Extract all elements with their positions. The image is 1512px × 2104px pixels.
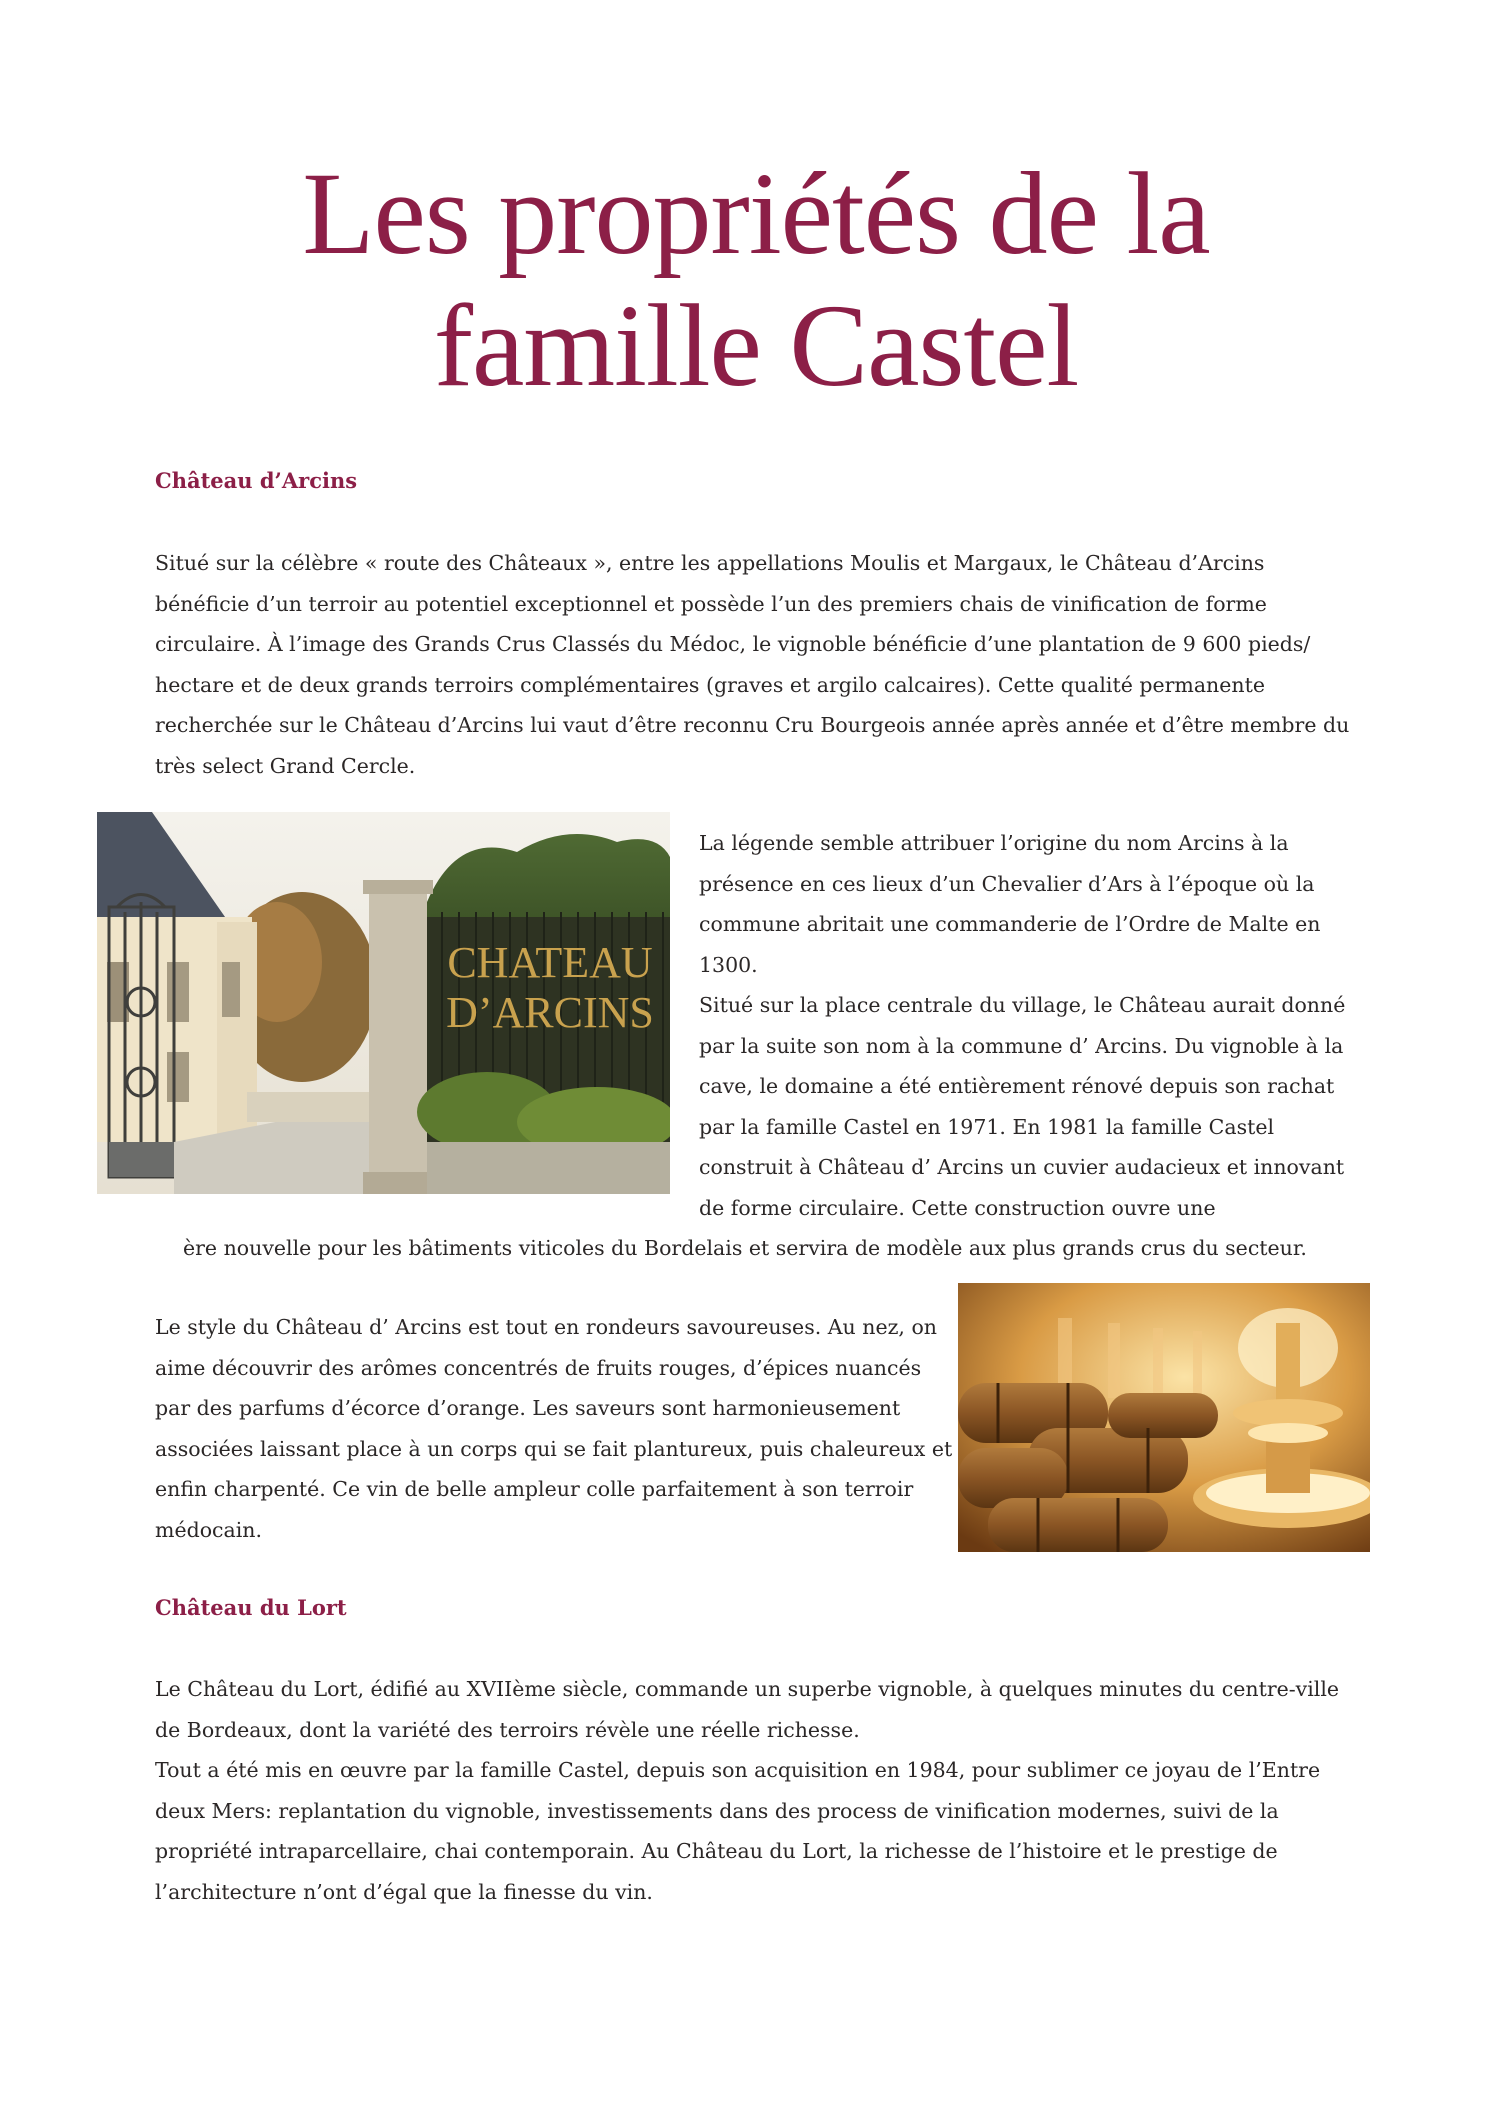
lort-paragraph-2: Tout a été mis en œuvre par la famille Castel, depuis son acquisition en 1984, pour sublimer ce joyau de l’Entre deux Mers: replantation du vignoble, investissements dans des process de vinification modernes, suivi de la propriété intraparcellaire, chai contemporain. Au Château du Lort, la richesse de l’histoire et le prestige de l’architecture n’ont d’égal que la finesse du vin. xyxy=(155,1758,1321,1904)
sign-text-line-2: D’ARCINS xyxy=(446,988,654,1037)
page-title-line-1: Les propriétés de la xyxy=(302,148,1210,279)
page-title xyxy=(0,148,1512,412)
arcins-style-paragraph: Le style du Château d’ Arcins est tout en rondeurs savoureuses. Au nez, on aime découvrir des arômes concentrés de fruits rouges, d’épices nuancés par des parfums d’écorce d’orange. Les saveurs sont harmonieusement associées laissant place à un corps qui se fait plantureux, puis chaleureux et enfin charpenté. Ce vin de belle ampleur colle parfaitement à son terroir médocain. xyxy=(155,1315,953,1542)
arcins-history-paragraph: Situé sur la place centrale du village, le Château aurait donné par la suite son nom à la commune d’ Arcins. Du vignoble à la cave, le domaine a été entièrement rénové depuis son rachat par la famille Castel en 1971. En 1981 la famille Castel construit à Château d’ Arcins un cuvier audacieux et innovant de forme circulaire. Cette construction ouvre une xyxy=(699,993,1346,1220)
arcins-legend-paragraph: La légende semble attribuer l’origine du nom Arcins à la présence en ces lieux d’un Chevalier d’Ars à l’époque où la commune abritait une commanderie de l’Ordre de Malte en 1300. xyxy=(699,831,1321,977)
section-heading-lort: Château du Lort xyxy=(155,1595,347,1620)
lort-paragraph-1: Le Château du Lort, édifié au XVIIème siècle, commande un superbe vignoble, à quelques minutes du centre-ville de Bordeaux, dont la variété des terroirs révèle une réelle richesse. xyxy=(155,1677,1340,1742)
wine-cellar-barrels-photo xyxy=(958,1283,1370,1552)
arcins-history-paragraph-end: ère nouvelle pour les bâtiments viticoles du Bordelais et servira de modèle aux plus grands crus du secteur. xyxy=(183,1236,1307,1260)
sign-text-line-1: CHATEAU xyxy=(447,938,653,987)
section-heading-arcins: Château d’Arcins xyxy=(155,468,358,493)
chateau-arcins-gate-photo xyxy=(97,812,670,1194)
page-title-line-2: famille Castel xyxy=(433,280,1079,411)
arcins-intro-paragraph: Situé sur la célèbre « route des Châteaux », entre les appellations Moulis et Margaux, le Château d’Arcins bénéficie d’un terroir au potentiel exceptionnel et possède l’un des premiers chais de vinification de forme circulaire. À l’image des Grands Crus Classés du Médoc, le vignoble bénéficie d’une plantation de 9 600 pieds/ hectare et de deux grands terroirs complémentaires (graves et argilo calcaires). Cette qualité permanente recherchée sur le Château d’Arcins lui vaut d’être reconnu Cru Bourgeois année après année et d’être membre du très select Grand Cercle. xyxy=(155,551,1350,778)
